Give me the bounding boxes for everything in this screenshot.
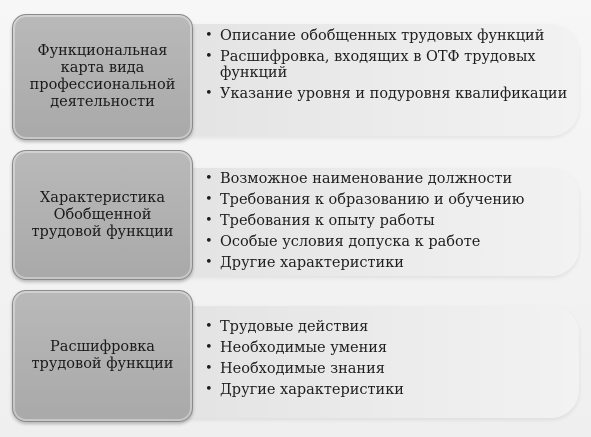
list-item-text: Указание уровня и подуровня квалификации [220, 86, 568, 102]
category-box [12, 14, 193, 140]
list-item [205, 192, 577, 208]
list-item-text: Необходимые умения [220, 340, 388, 356]
bullet-icon: • [205, 192, 213, 207]
list-item [205, 319, 577, 335]
diagram-row-1 [0, 14, 591, 140]
bullet-icon: • [205, 382, 213, 397]
bullet-icon: • [205, 255, 213, 270]
list-item-text: Особые условия допуска к работе [220, 234, 481, 250]
bullet-icon: • [205, 49, 213, 64]
list-item [205, 255, 577, 271]
list-item [205, 28, 577, 44]
bullet-icon: • [205, 319, 213, 334]
diagram-row-2 [0, 150, 591, 282]
list-item-text: Возможное наименование должности [220, 171, 513, 187]
list-item-text: Требования к опыту работы [220, 213, 435, 229]
bullet-icon: • [205, 361, 213, 376]
list-item-text: Описание обобщенных трудовых функций [220, 28, 545, 44]
list-item [205, 171, 577, 187]
list-item [205, 86, 577, 102]
category-box [12, 290, 193, 422]
list-item [205, 340, 577, 356]
list-item-text: Требования к образованию и обучению [220, 192, 525, 208]
category-title: Функциональная карта вида профессиональной деятельности [29, 43, 176, 110]
list-item-text: Необходимые знания [220, 361, 385, 377]
list-item-text: Другие характеристики [220, 382, 404, 398]
list-item [205, 49, 577, 81]
bullet-icon: • [205, 28, 213, 43]
bullet-icon: • [205, 340, 213, 355]
items-list [205, 319, 577, 403]
bullet-icon: • [205, 213, 213, 228]
category-title: Характеристика Обобщенной трудовой функции [31, 189, 174, 240]
bullet-icon: • [205, 86, 213, 101]
list-item [205, 213, 577, 229]
bullet-icon: • [205, 171, 213, 186]
bullet-icon: • [205, 234, 213, 249]
list-item-text: Другие характеристики [220, 255, 404, 271]
list-item-text: Расшифровка, входящих в ОТФ трудовых функций [220, 49, 536, 81]
category-box [12, 150, 193, 280]
diagram-row-3 [0, 290, 591, 423]
items-list [205, 28, 577, 107]
items-list [205, 171, 577, 276]
list-item-text: Трудовые действия [220, 319, 369, 335]
list-item [205, 361, 577, 377]
category-title: Расшифровка трудовой функции [31, 339, 174, 372]
list-item [205, 382, 577, 398]
list-item [205, 234, 577, 250]
